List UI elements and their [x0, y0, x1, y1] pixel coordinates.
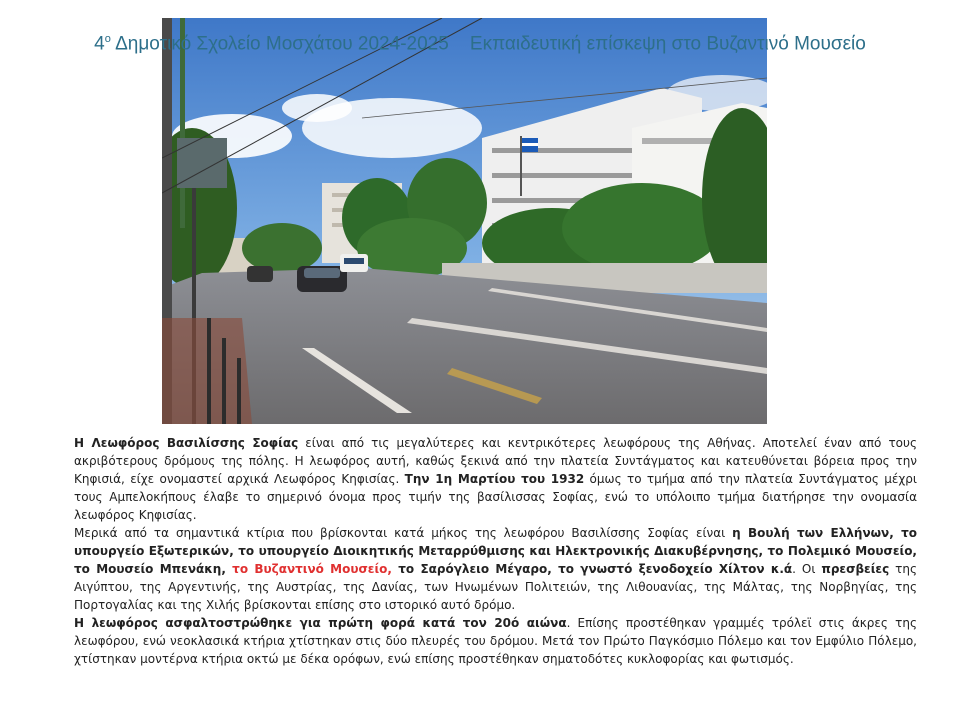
- description-text: [74, 434, 917, 668]
- school-number: 4: [94, 33, 105, 55]
- school-superscript: ο: [104, 33, 111, 45]
- avenue-photo: [162, 18, 767, 424]
- slide-title: [0, 33, 960, 55]
- paragraph-history: Η Λεωφόρος Βασιλίσσης Σοφίας είναι από τις μεγαλύτερες και κεντρικότερες λεωφόρους της Αθήνας. Αποτελεί έναν από τους ακριβότερους δρόμους της πόλης. Η λεωφόρος αυτή, καθώς ξεκινά από την πλατεία Συντάγματος και κατευθύνεται βόρεια προς την Κηφισιά, είχε ονομαστεί αρχικά Λεωφόρος Κηφισίας. Την 1η Μαρτίου του 1932 όμως το τμήμα από την πλατεία Συντάγματος μέχρι τους Αμπελοκήπους έλαβε το σημερινό όνομα προς τιμήν της βασίλισσας Σοφίας, ενώ το υπόλοιπο τμήμα διατήρησε την ονομασία λεωφόρος Κηφισίας.: [74, 436, 917, 522]
- paragraph-development: Η λεωφόρος ασφαλτοστρώθηκε για πρώτη φορά κατά τον 20ό αιώνα. Επίσης προστέθηκαν γραμμές τρόλεϊ στις άκρες της λεωφόρου, ενώ νεοκλασικά κτήρια χτίστηκαν στις δύο πλευρές του δρόμου. Μετά τον Πρώτο Παγκόσμιο Πόλεμο και τον Εμφύλιο Πόλεμο, χτίστηκαν μοντέρνα κτήρια οκτώ με δέκα ορόφων, ενώ επίσης προστέθηκαν σηματοδότες κυκλοφορίας και φωτισμός.: [74, 616, 917, 666]
- school-name: Δημοτικό Σχολείο Μοσχάτου 2024-2025: [110, 33, 449, 55]
- byzantine-museum-highlight: το Βυζαντινό Μουσείο,: [232, 562, 392, 576]
- visit-title: Εκπαιδευτική επίσκεψη στο Βυζαντινό Μουσείο: [469, 33, 866, 55]
- paragraph-buildings: Μερικά από τα σημαντικά κτίρια που βρίσκονται κατά μήκος της λεωφόρου Βασιλίσσης Σοφίας είναι η Βουλή των Ελλήνων, το υπουργείο Εξωτερικών, το υπουργείο Διοικητικής Μεταρρύθμισης και Ηλεκτρονικής Διακυβέρνησης, το Πολεμικό Μουσείο, το Μουσείο Μπενάκη, το Βυζαντινό Μουσείο, το Σαρόγλειο Μέγαρο, το γνωστό ξενοδοχείο Χίλτον κ.ά. Οι πρεσβείες της Αιγύπτου, της Αργεντινής, της Αυστρίας, της Δανίας, των Ηνωμένων Πολιτειών, της Λιθουανίας, της Μάλτας, της Νορβηγίας, της Πορτογαλίας και της Χιλής βρίσκονται επίσης στο ιστορικό αυτό δρόμο.: [74, 526, 918, 612]
